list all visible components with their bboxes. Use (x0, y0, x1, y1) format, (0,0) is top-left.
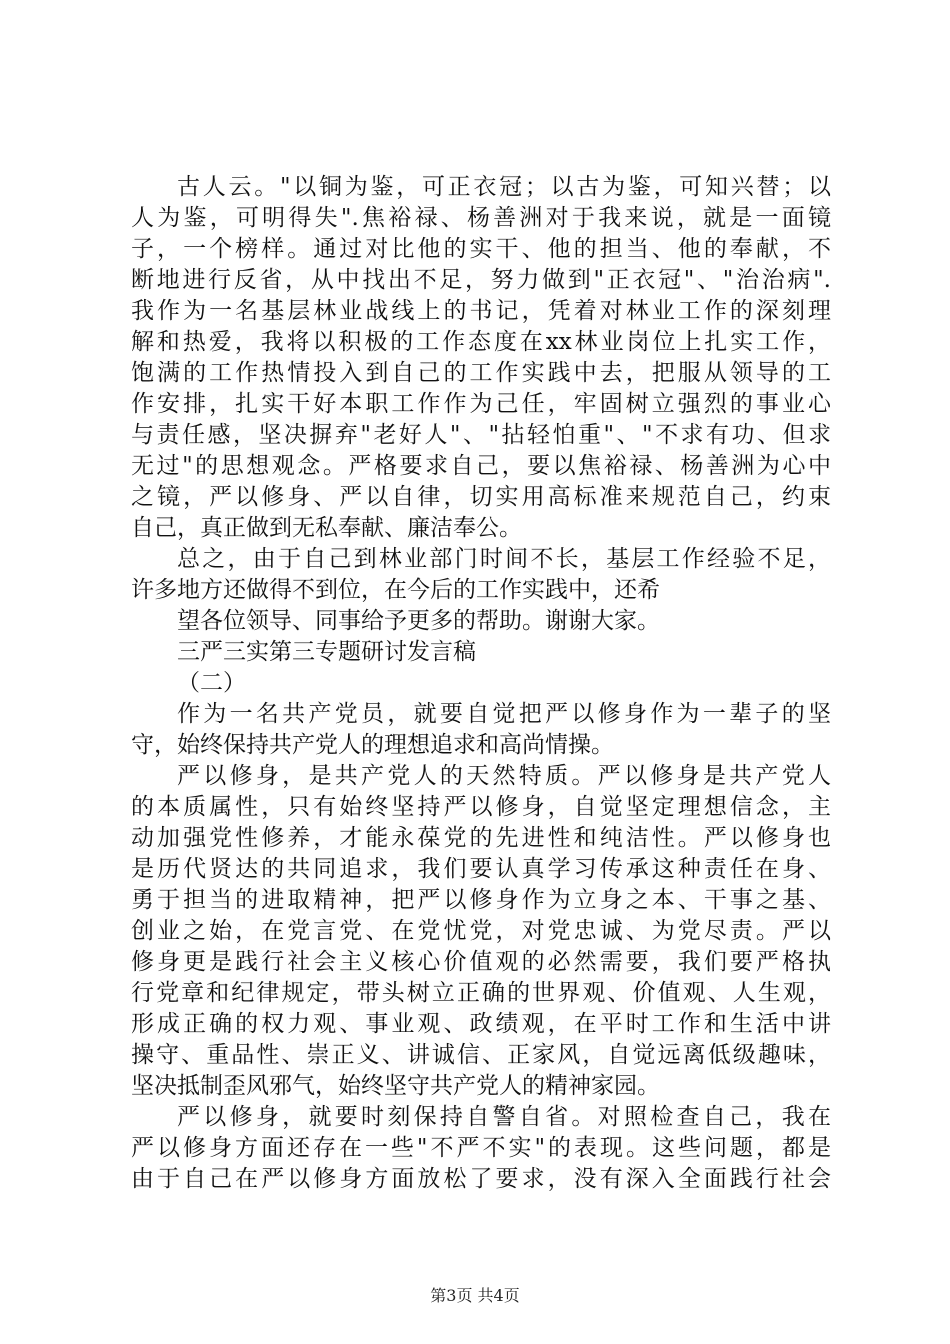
text-line: 之镜，严以修身、严以自律，切实用高标准来规范自己，约束 (131, 484, 831, 510)
text-line: 是历代贤达的共同追求，我们要认真学习传承这种责任在身、 (131, 856, 831, 882)
text-line: 由于自己在严以修身方面放松了要求，没有深入全面践行社会 (131, 1166, 831, 1192)
text-line: 断地进行反省，从中找出不足，努力做到"正衣冠"、"治治病". (131, 267, 831, 293)
text-line: 与责任感，坚决摒弃"老好人"、"拈轻怕重"、"不求有功、但求 (131, 422, 831, 448)
text-line: 动加强党性修养，才能永葆党的先进性和纯洁性。严以修身也 (131, 825, 831, 851)
text-line: 总之，由于自己到林业部门时间不长，基层工作经验不足， (177, 546, 831, 572)
text-line: 严以修身，就要时刻保持自警自省。对照检查自己，我在 (177, 1104, 831, 1130)
text-line: 坚决抵制歪风邪气，始终坚守共产党人的精神家园。 (131, 1073, 660, 1099)
text-line: （二） (177, 670, 246, 696)
text-line: 解和热爱，我将以积极的工作态度在xx林业岗位上扎实工作， (131, 329, 831, 355)
text-line: 勇于担当的进取精神，把严以修身作为立身之本、干事之基、 (131, 887, 831, 913)
text-line: 子，一个榜样。通过对比他的实干、他的担当、他的奉献，不 (131, 236, 831, 262)
text-line: 创业之始，在党言党、在党忧党，对党忠诚、为党尽责。严以 (131, 918, 831, 944)
text-line: 作安排，扎实干好本职工作作为己任，牢固树立强烈的事业心 (131, 391, 831, 417)
text-line: 古人云。"以铜为鉴，可正衣冠；以古为鉴，可知兴替；以 (177, 174, 831, 200)
text-line: 许多地方还做得不到位，在今后的工作实践中，还希 (131, 577, 660, 603)
text-line: 严以修身，是共产党人的天然特质。严以修身是共产党人 (177, 763, 831, 789)
text-line: 修身更是践行社会主义核心价值观的必然需要，我们要严格执 (131, 949, 831, 975)
text-line: 行党章和纪律规定，带头树立正确的世界观、价值观、人生观， (131, 980, 831, 1006)
text-line: 人为鉴，可明得失".焦裕禄、杨善洲对于我来说，就是一面镜 (131, 205, 831, 231)
text-line: 作为一名共产党员，就要自觉把严以修身作为一辈子的坚 (177, 701, 831, 727)
text-line: 守，始终保持共产党人的理想追求和高尚情操。 (131, 732, 614, 758)
text-line: 自己，真正做到无私奉献、廉洁奉公。 (131, 515, 522, 541)
text-line: 严以修身方面还存在一些"不严不实"的表现。这些问题，都是 (131, 1135, 831, 1161)
text-line: 望各位领导、同事给予更多的帮助。谢谢大家。 (177, 608, 660, 634)
page-footer: 第3页 共4页 (430, 1286, 520, 1305)
text-line: 无过"的思想观念。严格要求自己，要以焦裕禄、杨善洲为心中 (131, 453, 831, 479)
text-line: 我作为一名基层林业战线上的书记，凭着对林业工作的深刻理 (131, 298, 831, 324)
document-body (131, 172, 831, 1195)
text-line: 形成正确的权力观、事业观、政绩观，在平时工作和生活中讲 (131, 1011, 831, 1037)
text-line: 三严三实第三专题研讨发言稿 (177, 639, 476, 665)
text-line: 操守、重品性、崇正义、讲诚信、正家风，自觉远离低级趣味， (131, 1042, 831, 1068)
text-line: 饱满的工作热情投入到自己的工作实践中去，把服从领导的工 (131, 360, 831, 386)
text-line: 的本质属性，只有始终坚持严以修身，自觉坚定理想信念，主 (131, 794, 831, 820)
